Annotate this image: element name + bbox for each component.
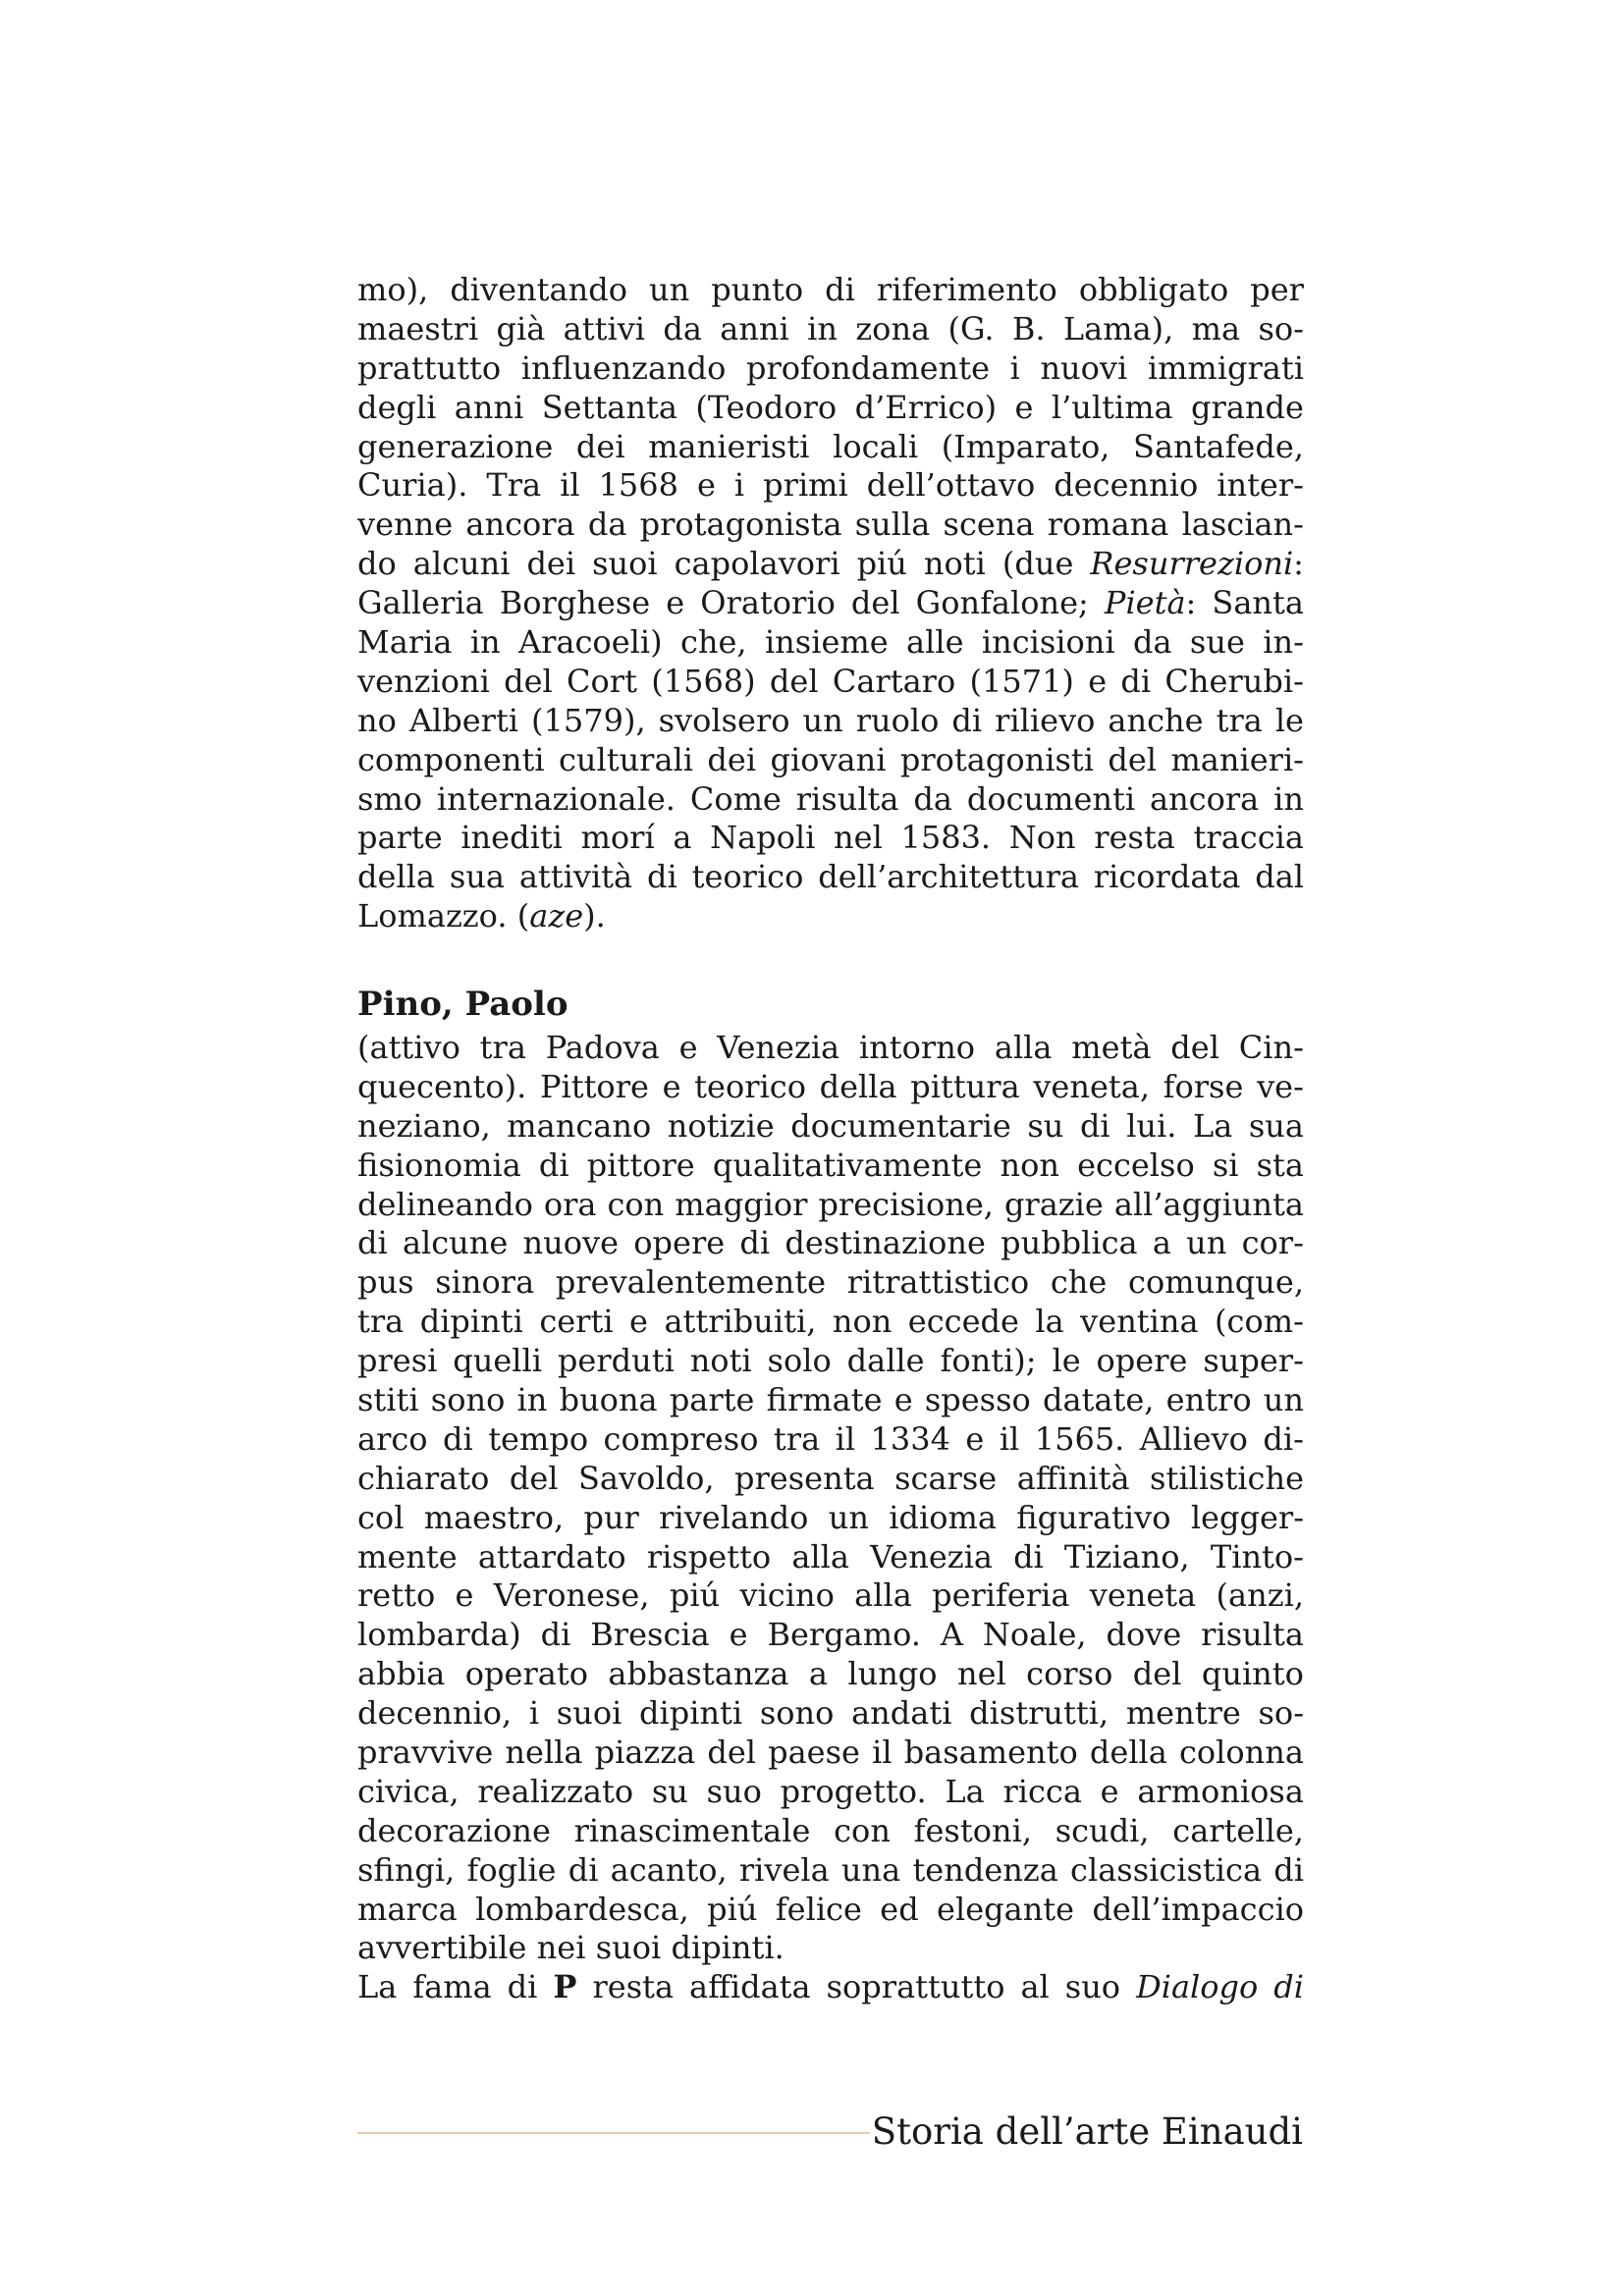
text-line: do alcuni dei suoi capolavori piú noti (due Resurrezioni: — [357, 545, 1304, 583]
text-line: civica, realizzato su suo progetto. La ricca e armoniosa — [357, 1772, 1304, 1810]
text-line: Maria in Aracoeli) che, insieme alle incisioni da sue in- — [357, 623, 1304, 662]
text-line: fisionomia di pittore qualitativamente non eccelso si sta — [357, 1146, 1304, 1184]
text-line: maestri già attivi da anni in zona (G. B. Lama), ma so- — [357, 309, 1304, 347]
text-line: venzioni del Cort (1568) del Cartaro (1571) e di Cherubi- — [357, 662, 1304, 700]
text-line: Galleria Borghese e Oratorio del Gonfalone; Pietà: Santa — [357, 584, 1304, 622]
text-line: pus sinora prevalentemente ritrattistico che comunque, — [357, 1263, 1304, 1302]
text-line: della sua attività di teorico dell’architettura ricordata dal — [357, 858, 1304, 896]
text-line: neziano, mancano notizie documentarie su di lui. La sua — [357, 1106, 1304, 1145]
text-line: di alcune nuove opere di destinazione pubblica a un cor- — [357, 1224, 1304, 1262]
footer-rule — [357, 2132, 870, 2134]
text-line: arco di tempo compreso tra il 1334 e il 1565. Allievo di- — [357, 1419, 1304, 1458]
text-line: La fama di P resta affidata soprattutto al suo Dialogo di — [357, 1968, 1304, 2006]
text-line: lombarda) di Brescia e Bergamo. A Noale, dove risulta — [357, 1616, 1304, 1654]
text-line: venne ancora da protagonista sulla scena romana lascian- — [357, 506, 1304, 544]
text-line: stiti sono in buona parte firmate e spesso datate, entro un — [357, 1381, 1304, 1419]
text-line: mente attardato rispetto alla Venezia di Tiziano, Tinto- — [357, 1537, 1304, 1575]
text-line: parte inediti morí a Napoli nel 1583. Non resta traccia — [357, 819, 1304, 857]
entry-heading: Pino, Paolo — [357, 985, 568, 1024]
text-line: tra dipinti certi e attribuiti, non eccede la ventina (com- — [357, 1303, 1304, 1341]
text-line: pravvive nella piazza del paese il basamento della colonna — [357, 1734, 1304, 1772]
text-line: retto e Veronese, piú vicino alla periferia veneta (anzi, — [357, 1576, 1304, 1615]
text-line: abbia operato abbastanza a lungo nel corso del quinto — [357, 1655, 1304, 1693]
text-line: smo internazionale. Come risulta da documenti ancora in — [357, 779, 1304, 818]
text-line: mo), diventando un punto di riferimento obbligato per — [357, 271, 1304, 308]
text-line: presi quelli perduti noti solo dalle fonti); le opere super- — [357, 1342, 1304, 1380]
text-line: decennio, i suoi dipinti sono andati distrutti, mentre so- — [357, 1694, 1304, 1733]
text-block-entry-body — [357, 1029, 1304, 2007]
text-line: decorazione rinascimentale con festoni, scudi, cartelle, — [357, 1811, 1304, 1849]
text-line: componenti culturali dei giovani protagonisti del manieri- — [357, 740, 1304, 778]
text-line: no Alberti (1579), svolsero un ruolo di rilievo anche tra le — [357, 701, 1304, 739]
text-line: prattutto influenzando profondamente i nuovi immigrati — [357, 348, 1304, 387]
text-line: avvertibile nei suoi dipinti. — [357, 1929, 784, 1967]
text-line: (attivo tra Padova e Venezia intorno alla metà del Cin- — [357, 1029, 1304, 1066]
text-line: sfingi, foglie di acanto, rivela una tendenza classicistica di — [357, 1850, 1304, 1889]
text-line: quecento). Pittore e teorico della pittura veneta, forse ve- — [357, 1067, 1304, 1105]
text-line: Curia). Tra il 1568 e i primi dell’ottavo decennio inter- — [357, 466, 1304, 505]
text-line: degli anni Settanta (Teodoro d’Errico) e l’ultima grande — [357, 388, 1304, 426]
text-line: marca lombardesca, piú felice ed elegante dell’impaccio — [357, 1890, 1304, 1928]
text-line: generazione dei manieristi locali (Imparato, Santafede, — [357, 427, 1304, 465]
text-line: chiarato del Savoldo, presenta scarse affinità stilistiche — [357, 1459, 1304, 1497]
text-line: col maestro, pur rivelando un idioma figurativo legger- — [357, 1498, 1304, 1536]
text-block-continuation — [357, 271, 1304, 936]
footer-title: Storia dell’arte Einaudi — [871, 2110, 1303, 2153]
text-line: Lomazzo. (aze). — [357, 897, 606, 935]
text-line: delineando ora con maggior precisione, grazie all’aggiunta — [357, 1185, 1304, 1223]
